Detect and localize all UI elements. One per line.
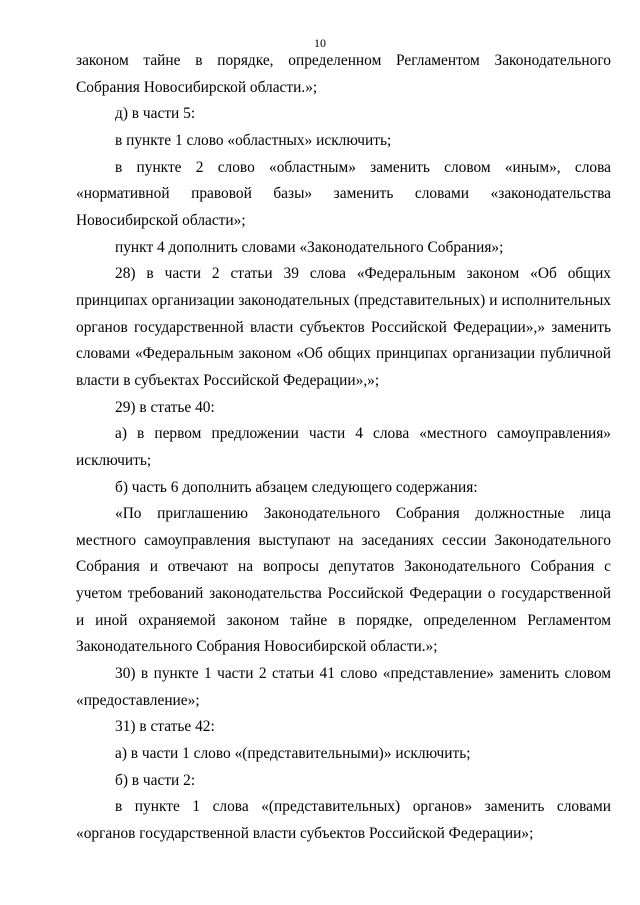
paragraph: 29) в статье 40:: [115, 398, 215, 416]
paragraph: д) в части 5:: [115, 105, 196, 123]
document-body: [76, 48, 611, 848]
paragraph: 31) в статье 42:: [115, 718, 215, 736]
paragraph: пункт 4 дополнить словами «Законодательного Собрания»;: [115, 238, 504, 256]
page-number: 10: [314, 36, 326, 50]
paragraph: а) в части 1 слово «(представительными)» исключить;: [115, 745, 471, 763]
paragraph: а) в первом предложении части 4 слова «местного самоуправления» исключить;: [76, 425, 611, 469]
paragraph: 28) в части 2 статьи 39 слова «Федеральным законом «Об общих принципах организации законодательных (представительных) и исполнительных органов государственной власти субъектов Российской Федерации»,» заменить словами «Федеральным законом «Об общих принципах организации публичной власти в субъектах Российской Федерации»,»;: [76, 265, 611, 389]
paragraph: 30) в пункте 1 части 2 статьи 41 слово «представление» заменить словом «предоставление»;: [76, 665, 611, 709]
paragraph: б) часть 6 дополнить абзацем следующего содержания:: [115, 478, 478, 496]
paragraph: в пункте 1 слово «областных» исключить;: [115, 131, 392, 149]
paragraph: «По приглашению Законодательного Собрания должностные лица местного самоуправления выступают на заседаниях сессии Законодательного Собрания и отвечают на вопросы депутатов Законодательного Собрания с учетом требований законодательства Российской Федерации о государственной и иной охраняемой законом тайне в порядке, определенном Регламентом Законодательного Собрания Новосибирской области.»;: [76, 505, 611, 656]
paragraph: в пункте 1 слова «(представительных) органов» заменить словами «органов государственной власти субъектов Российской Федерации»;: [76, 798, 611, 843]
paragraph: в пункте 2 слово «областным» заменить словом «иным», слова «нормативной правовой базы» заменить словами «законодательства Новосибирской области»;: [76, 158, 611, 229]
paragraph: законом тайне в порядке, определенном Регламентом Законодательного Собрания Новосибирской области.»;: [76, 52, 611, 96]
paragraph: б) в части 2:: [115, 771, 196, 789]
